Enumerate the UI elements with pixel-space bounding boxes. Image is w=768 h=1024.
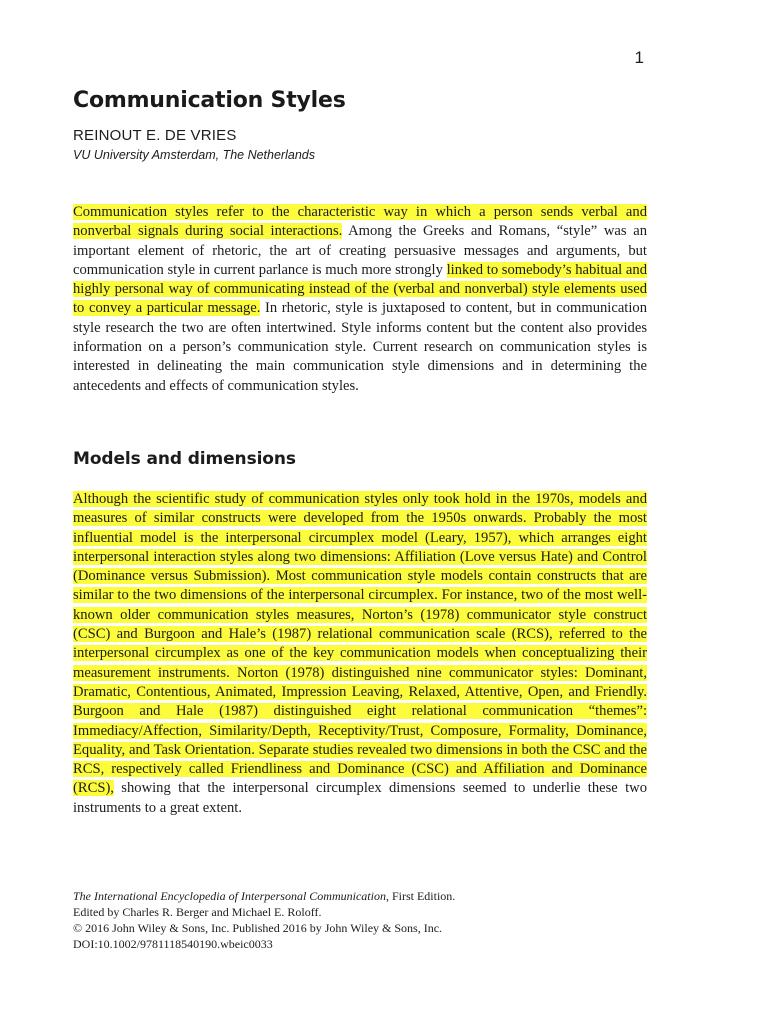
intro-paragraph [73,203,647,396]
footer-edition: , First Edition. [385,889,456,903]
section-heading: Models and dimensions [73,449,296,469]
page-number: 1 [634,48,644,67]
section-paragraph [73,490,647,818]
footer-copyright: © 2016 John Wiley & Sons, Inc. Published 2016 by John Wiley & Sons, Inc. [73,921,443,935]
article-title: Communication Styles [73,88,346,113]
footer-editors: Edited by Charles R. Berger and Michael E. Roloff. [73,905,322,919]
highlighted-text: Communication styles refer to the characteristic way in which a person sends verbal and nonverbal signals during social interactions. [73,204,647,240]
author-affiliation: VU University Amsterdam, The Netherlands [73,148,315,162]
footer-book-line [73,888,673,904]
author-name: REINOUT E. DE VRIES [73,127,237,144]
highlighted-text: Although the scientific study of communication styles only took hold in the 1970s, models and measures of similar constructs were developed from the 1950s onwards. Probably the most influential model is the interpersonal circumplex model (Leary, 1957), which arranges eight interpersonal interaction styles along two dimensions: Affiliation (Love versus Hate) and Control (Dominance versus Submission). Most communication style models contain constructs that are similar to the two dimensions of the interpersonal circumplex. For instance, two of the most well-known older communication styles measures, Norton’s (1978) communicator style construct (CSC) and Burgoon and Hale’s (1987) relational communication scale (RCS), referred to the interpersonal circumplex as one of the key communication models when conceptualizing their measurement instruments. Norton (1978) distinguished nine communicator styles: Dominant, Dramatic, Contentious, Animated, Impression Leaving, Relaxed, Attentive, Open, and Friendly. Burgoon and Hale (1987) distinguished eight relational communication “themes”: Immediacy/Affection, Similarity/Depth, Receptivity/Trust, Composure, Formality, Dominance, Equality, and Task Orientation. Separate studies revealed two dimensions in both the CSC and the RCS, respectively called Friendliness and Dominance (CSC) and Affiliation and Dominance (RCS), [73,491,647,797]
footer-book-title: The International Encyclopedia of Interpersonal Communication [73,889,386,903]
body-text: Among the Greeks and Romans, “style” was an important element of rhetoric, the art of creating persuasive messages and arguments, but communication style in current parlance is much more strongly [73,223,647,278]
footer-doi: DOI:10.1002/9781118540190.wbeic0033 [73,937,273,951]
publication-footer [73,888,673,952]
body-text: In rhetoric, style is juxtaposed to content, but in communication style research the two are often intertwined. Style informs content but the content also provides information on a person’s communication style. Current research on communication styles is interested in delineating the main communication style dimensions and in determining the antecedents and effects of communication styles. [73,300,647,394]
highlighted-text: linked to somebody’s habitual and highly personal way of communicating instead of the (verbal and nonverbal) style elements used to convey a particular message. [73,261,647,317]
body-text: showing that the interpersonal circumplex dimensions seemed to underlie these two instruments to a great extent. [73,780,647,816]
